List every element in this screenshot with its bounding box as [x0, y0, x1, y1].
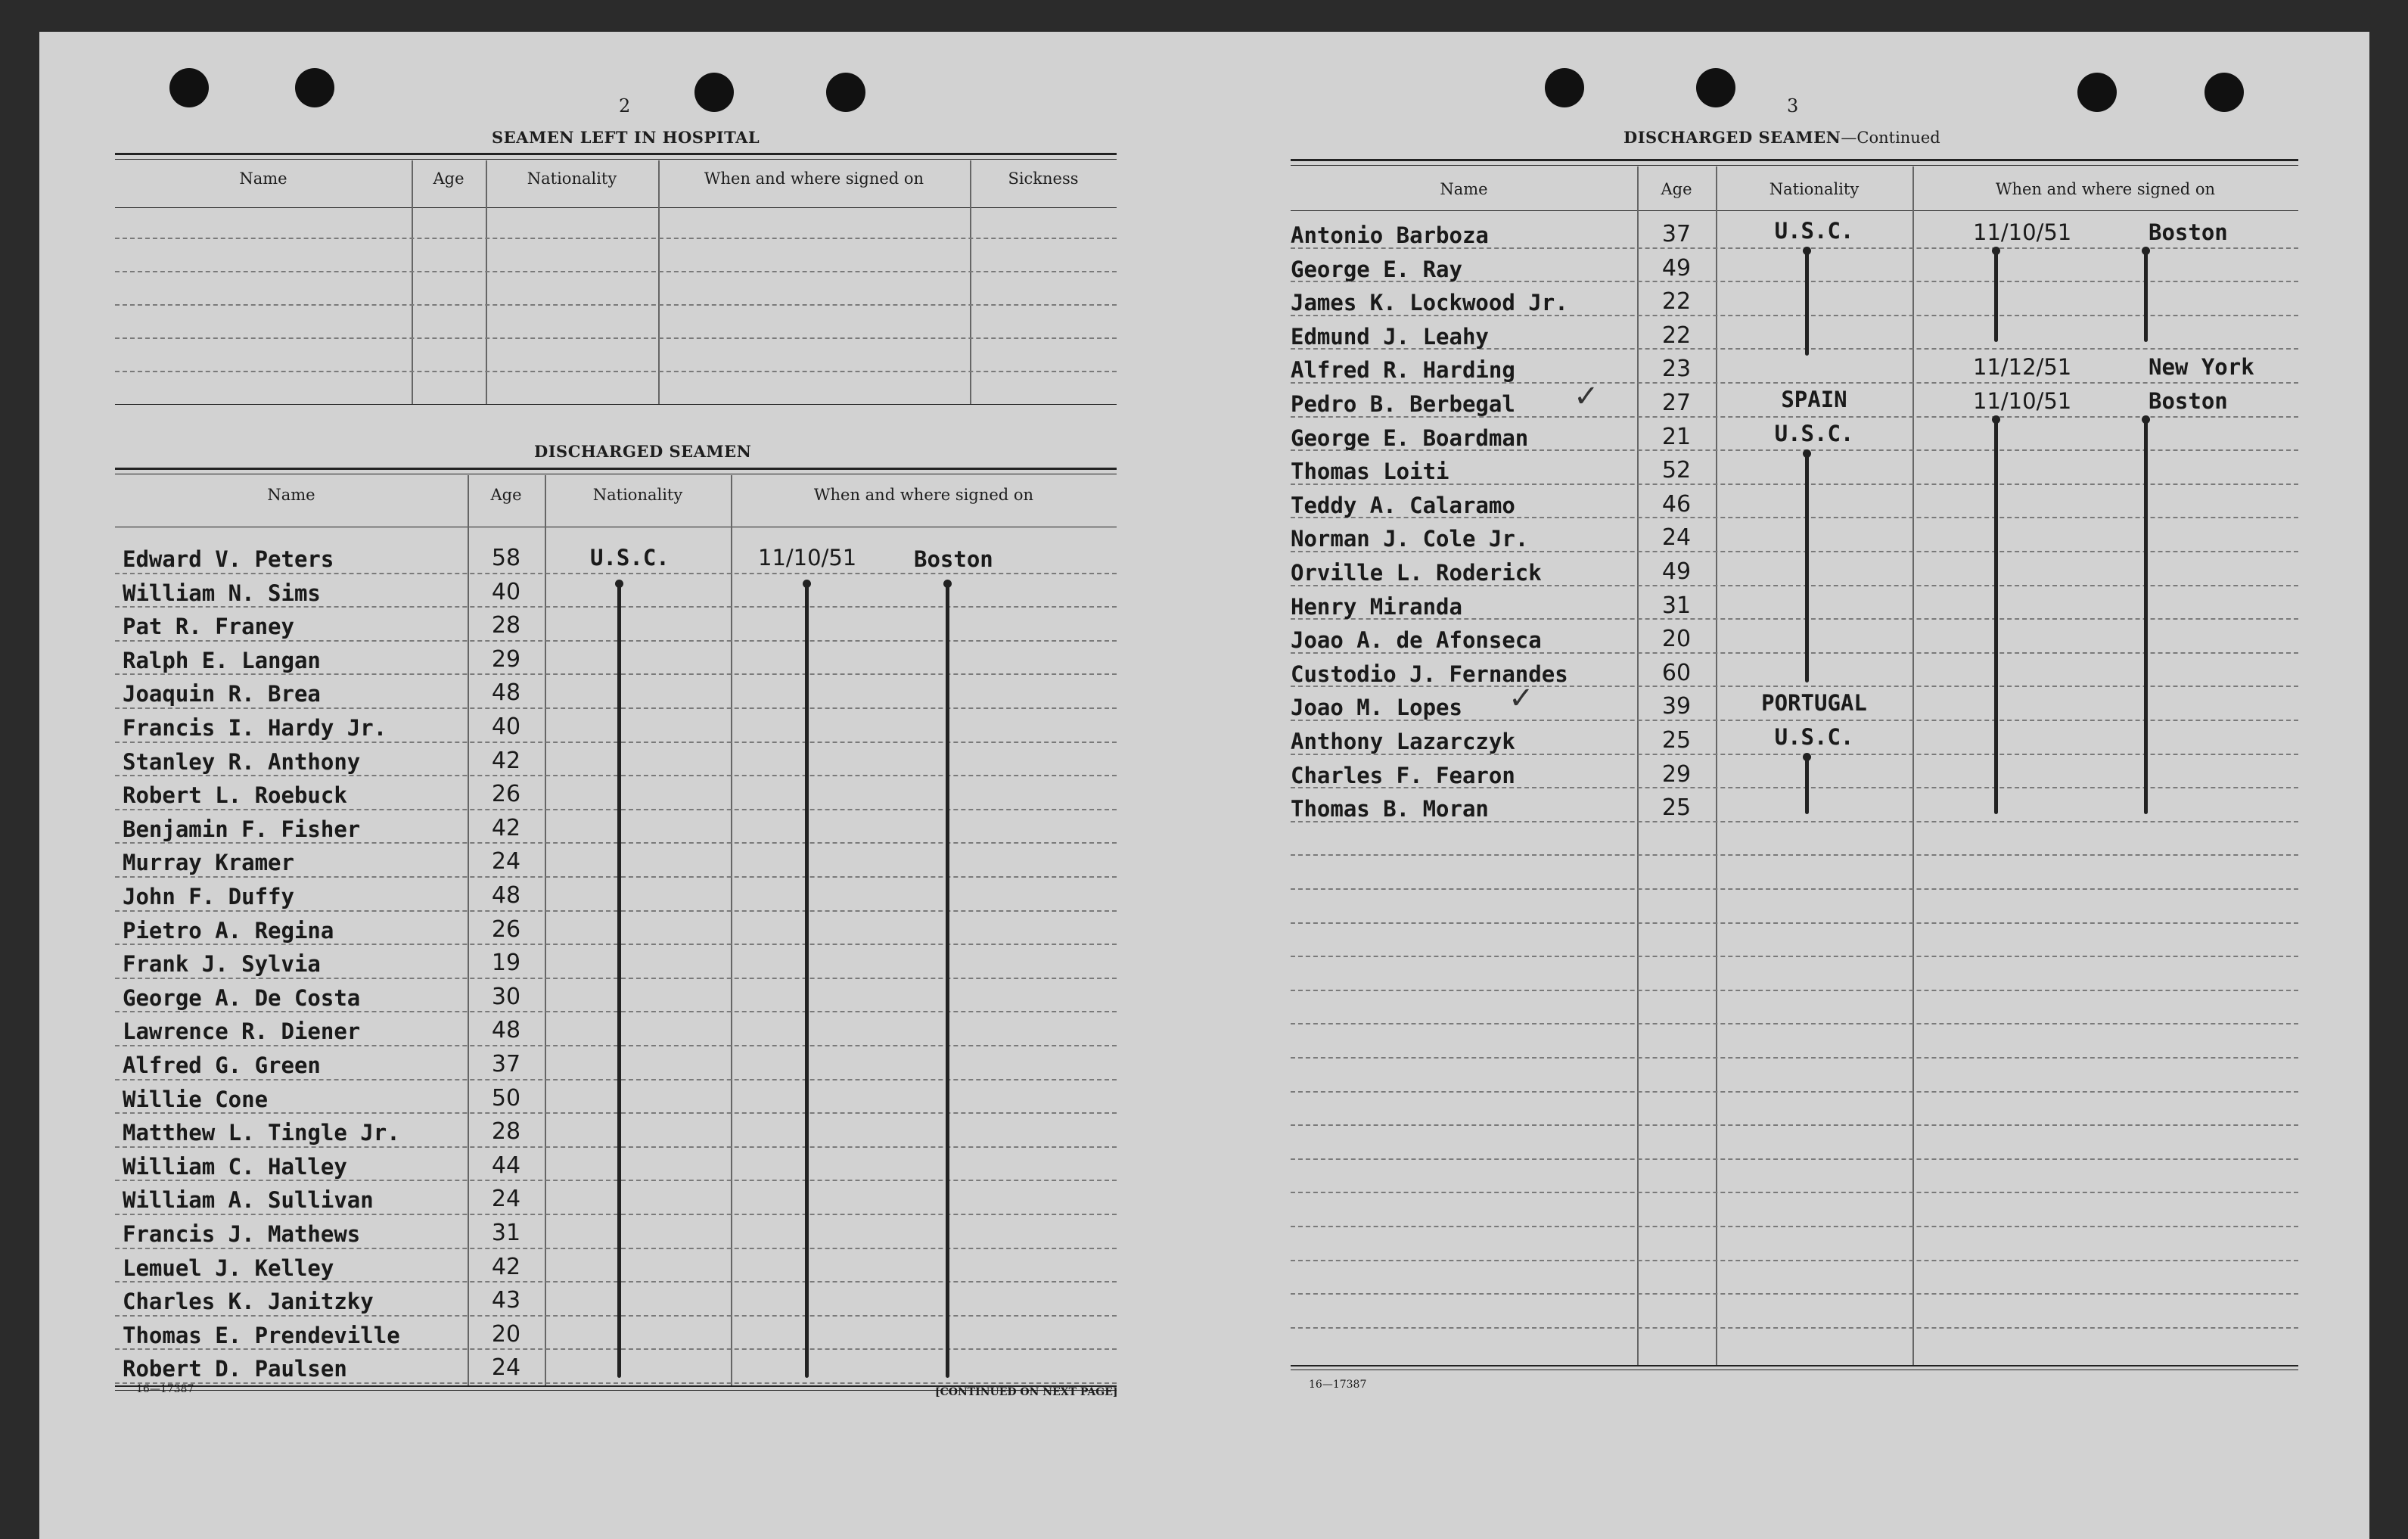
hospital-top-rule: [115, 153, 1117, 155]
punch-hole: [295, 68, 334, 107]
right-col-header: Age: [1661, 180, 1692, 198]
seaman-age: 28: [491, 1118, 521, 1146]
seaman-age: 49: [1661, 558, 1692, 585]
seaman-age: 42: [491, 1253, 521, 1280]
hospital-col-header: Name: [239, 169, 287, 188]
document-sheet: [39, 32, 2369, 1539]
seaman-age: 29: [491, 645, 521, 673]
hospital-col-divider: [486, 160, 487, 404]
table-row: [115, 1180, 1117, 1213]
seaman-age: 31: [491, 1220, 521, 1246]
nationality-value: PORTUGAL: [1761, 690, 1867, 717]
table-row: [115, 640, 1117, 673]
seaman-name: Benjamin F. Fisher: [123, 816, 361, 842]
table-row: [115, 1348, 1117, 1382]
table-row: [115, 978, 1117, 1011]
row-rule: [1291, 1124, 2298, 1126]
seaman-name: Stanley R. Anthony: [123, 748, 361, 775]
punch-hole: [169, 68, 209, 107]
punch-hole: [2204, 73, 2244, 112]
seaman-name: Norman J. Cole Jr.: [1291, 526, 1529, 552]
seaman-age: 40: [491, 578, 521, 605]
punch-hole: [1545, 68, 1584, 107]
ditto-line: [1805, 250, 1809, 356]
signed-date-value: 11/10/51: [1973, 219, 2072, 245]
row-rule: [1291, 1260, 2298, 1261]
seaman-age: 29: [1661, 760, 1692, 788]
seaman-name: William C. Halley: [123, 1153, 347, 1180]
table-row: [115, 707, 1117, 741]
signed-place-value: New York: [2149, 354, 2254, 381]
signed-date-value: 11/12/51: [1973, 354, 2072, 381]
seaman-name: Antonio Barboza: [1291, 222, 1489, 248]
seaman-age: 24: [1661, 524, 1692, 552]
right-header-rule: [1291, 210, 2298, 211]
hospital-row-line: [115, 238, 1117, 239]
seaman-name: Francis J. Mathews: [123, 1221, 361, 1247]
seaman-age: 24: [491, 1354, 521, 1382]
punch-hole: [694, 73, 734, 112]
right-col-header: Nationality: [1769, 180, 1860, 198]
seaman-name: Joao M. Lopes: [1291, 695, 1462, 721]
row-rule: [1291, 1091, 2298, 1093]
seaman-name: Pietro A. Regina: [123, 917, 334, 944]
seaman-age: 26: [491, 916, 521, 943]
discharged-col-header: Nationality: [592, 486, 683, 504]
table-row: [115, 842, 1117, 875]
seaman-age: 37: [491, 1051, 521, 1077]
signed-date-value: 11/10/51: [758, 545, 857, 571]
table-row: [1291, 348, 2298, 384]
seaman-name: Ralph E. Langan: [123, 647, 321, 673]
nationality-value: U.S.C.: [590, 545, 670, 571]
table-row: [115, 1281, 1117, 1314]
hospital-top-rule-thin: [115, 159, 1117, 160]
row-rule: [1291, 1023, 2298, 1024]
signed-place-value: Boston: [2149, 388, 2228, 414]
seaman-name: Lemuel J. Kelley: [123, 1255, 334, 1281]
right-col-header: When and where signed on: [1995, 180, 2216, 198]
ditto-line: [1994, 250, 1998, 342]
seaman-name: George A. De Costa: [123, 984, 361, 1011]
hospital-row-line: [115, 271, 1117, 272]
seaman-age: 27: [1661, 390, 1692, 416]
right-top-rule: [1291, 159, 2298, 161]
seaman-age: 31: [1661, 592, 1692, 619]
ditto-line: [2144, 250, 2148, 342]
seaman-age: 23: [1661, 356, 1692, 383]
check-mark-icon: ✓: [1574, 379, 1599, 414]
seaman-name: Orville L. Roderick: [1291, 560, 1542, 586]
nationality-value: U.S.C.: [1774, 724, 1854, 750]
row-rule: [1291, 1226, 2298, 1227]
row-rule: [1291, 1158, 2298, 1160]
seaman-age: 37: [1661, 221, 1692, 247]
left-form-number: 16—17387: [136, 1383, 194, 1395]
row-rule: [1291, 888, 2298, 890]
hospital-bottom-rule: [115, 404, 1117, 405]
table-row: [115, 673, 1117, 707]
nationality-value: SPAIN: [1781, 387, 1847, 412]
table-row: [115, 910, 1117, 944]
seaman-age: 48: [491, 882, 521, 909]
seaman-name: Edmund J. Leahy: [1291, 323, 1489, 350]
right-form-number: 16—17387: [1309, 1379, 1367, 1391]
ditto-line: [617, 583, 621, 1378]
hospital-col-divider: [658, 160, 660, 404]
seaman-name: William N. Sims: [123, 580, 321, 606]
signed-place-value: Boston: [914, 546, 993, 572]
ditto-line: [1994, 418, 1998, 814]
right-top-rule-thin: [1291, 165, 2298, 166]
seaman-age: 22: [1661, 288, 1692, 316]
punch-hole: [1696, 68, 1735, 107]
seaman-age: 25: [1661, 727, 1692, 754]
row-rule: [1291, 1057, 2298, 1059]
discharged-col-header: Age: [490, 486, 522, 504]
ditto-line: [1805, 452, 1809, 682]
table-row: [1291, 213, 2298, 247]
seaman-name: Murray Kramer: [123, 850, 294, 876]
right-bottom-rule: [1291, 1365, 2298, 1366]
seaman-name: Thomas B. Moran: [1291, 796, 1489, 822]
table-row: [115, 742, 1117, 775]
seaman-age: 60: [1661, 659, 1692, 686]
nationality-value: U.S.C.: [1774, 420, 1854, 446]
seaman-name: Robert D. Paulsen: [123, 1356, 347, 1382]
table-row: [115, 1011, 1117, 1044]
right-title-suffix: —Continued: [1841, 129, 1940, 147]
seaman-name: Pedro B. Berbegal: [1291, 391, 1515, 417]
nationality-value: U.S.C.: [1774, 218, 1854, 244]
seaman-name: Thomas E. Prendeville: [123, 1322, 400, 1348]
seaman-age: 26: [491, 781, 521, 808]
table-row: [115, 573, 1117, 606]
seaman-age: 24: [491, 848, 521, 875]
seaman-name: Custodio J. Fernandes: [1291, 661, 1568, 687]
ditto-line: [805, 583, 809, 1378]
table-row: [115, 606, 1117, 639]
seaman-name: Joao A. de Afonseca: [1291, 627, 1542, 654]
seaman-age: 24: [491, 1186, 521, 1213]
seaman-age: 48: [491, 1017, 521, 1044]
hospital-col-header: Nationality: [527, 169, 617, 188]
table-row: [115, 1214, 1117, 1247]
seaman-name: Charles F. Fearon: [1291, 762, 1515, 788]
seaman-age: 42: [491, 814, 521, 841]
row-rule: [115, 1382, 1117, 1384]
punch-hole: [2077, 73, 2117, 112]
signed-place-value: Boston: [2149, 219, 2228, 245]
row-rule: [1291, 922, 2298, 924]
seaman-name: Robert L. Roebuck: [123, 782, 347, 809]
seaman-age: 28: [491, 612, 521, 639]
seaman-age: 40: [491, 714, 521, 740]
ditto-line: [946, 583, 949, 1378]
hospital-row-line: [115, 371, 1117, 372]
table-row: [115, 1248, 1117, 1281]
seaman-age: 39: [1661, 693, 1692, 720]
table-row: [115, 1315, 1117, 1348]
discharged-col-header: When and where signed on: [813, 486, 1034, 504]
table-row: [115, 1112, 1117, 1146]
right-col-header: Name: [1440, 180, 1488, 198]
hospital-col-divider: [970, 160, 971, 404]
table-row: [115, 1146, 1117, 1180]
hospital-col-header: Sickness: [1008, 169, 1079, 188]
seaman-name: George E. Ray: [1291, 256, 1462, 282]
seaman-age: 19: [491, 950, 521, 977]
hospital-col-divider: [412, 160, 413, 404]
table-row: [115, 1045, 1117, 1078]
seaman-age: 42: [491, 747, 521, 774]
row-rule: [1291, 1192, 2298, 1193]
seaman-name: Henry Miranda: [1291, 593, 1462, 620]
table-row: [115, 944, 1117, 977]
hospital-header-rule: [115, 207, 1117, 208]
table-row: [115, 809, 1117, 842]
row-rule: [1291, 956, 2298, 957]
seaman-age: 20: [1661, 626, 1692, 653]
row-rule: [1291, 990, 2298, 991]
seaman-age: 21: [1661, 423, 1692, 450]
hospital-col-header: Age: [433, 169, 465, 188]
seaman-age: 43: [491, 1287, 521, 1314]
seaman-name: Francis I. Hardy Jr.: [123, 715, 387, 741]
seaman-name: Edward V. Peters: [123, 546, 334, 572]
seaman-name: William A. Sullivan: [123, 1187, 374, 1214]
table-row: [1291, 382, 2298, 415]
discharged-title: DISCHARGED SEAMEN: [534, 442, 752, 461]
seaman-name: Alfred G. Green: [123, 1052, 321, 1078]
hospital-row-line: [115, 304, 1117, 306]
hospital-col-header: When and where signed on: [704, 169, 924, 188]
row-rule: [1291, 1327, 2298, 1329]
seaman-name: Pat R. Franey: [123, 614, 294, 640]
discharged-top-rule: [115, 468, 1117, 470]
table-row: [115, 1079, 1117, 1112]
seaman-age: 48: [491, 679, 521, 707]
right-title-main: DISCHARGED SEAMEN: [1623, 128, 1841, 147]
right-title: [1623, 128, 1940, 147]
seaman-name: George E. Boardman: [1291, 424, 1529, 451]
seaman-age: 46: [1661, 490, 1692, 518]
seaman-name: John F. Duffy: [123, 884, 294, 909]
seaman-age: 25: [1661, 794, 1692, 822]
punch-hole: [826, 73, 865, 112]
seaman-age: 22: [1661, 322, 1692, 349]
seaman-age: 58: [491, 545, 521, 571]
seaman-name: James K. Lockwood Jr.: [1291, 290, 1568, 316]
seaman-name: Teddy A. Calaramo: [1291, 492, 1515, 518]
seaman-name: Willie Cone: [123, 1086, 269, 1112]
ditto-line: [2144, 418, 2148, 814]
seaman-age: 49: [1661, 254, 1692, 281]
seaman-name: Joaquin R. Brea: [123, 681, 321, 707]
seaman-age: 52: [1661, 457, 1692, 484]
seaman-name: Thomas Loiti: [1291, 459, 1449, 485]
table-row: [115, 775, 1117, 808]
hospital-row-line: [115, 337, 1117, 339]
left-page-number: 2: [619, 95, 631, 117]
seaman-name: Lawrence R. Diener: [123, 1018, 361, 1045]
discharged-col-header: Name: [267, 486, 315, 504]
continued-note: [CONTINUED ON NEXT PAGE]: [935, 1386, 1118, 1398]
hospital-title: SEAMEN LEFT IN HOSPITAL: [492, 128, 760, 147]
check-mark-icon: ✓: [1508, 681, 1534, 717]
seaman-age: 50: [491, 1084, 521, 1112]
right-page-number: 3: [1787, 95, 1799, 117]
signed-date-value: 11/10/51: [1973, 388, 2072, 414]
seaman-age: 30: [491, 983, 521, 1010]
seaman-name: Frank J. Sylvia: [123, 951, 321, 978]
seaman-name: Matthew L. Tingle Jr.: [123, 1120, 400, 1146]
seaman-age: 44: [491, 1152, 521, 1179]
seaman-age: 20: [491, 1320, 521, 1348]
row-rule: [1291, 1293, 2298, 1295]
row-rule: [1291, 854, 2298, 856]
ditto-line: [1805, 756, 1809, 814]
seaman-name: Charles K. Janitzky: [123, 1289, 374, 1315]
seaman-name: Anthony Lazarczyk: [1291, 729, 1515, 754]
table-row: [115, 876, 1117, 909]
seaman-name: Alfred R. Harding: [1291, 357, 1515, 384]
